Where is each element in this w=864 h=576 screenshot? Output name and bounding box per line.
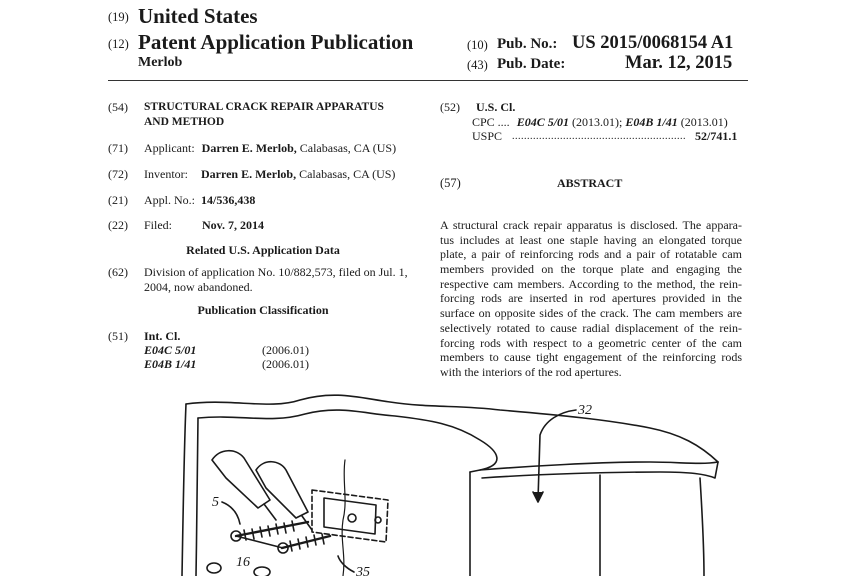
- division-line-1: Division of application No. 10/882,573, filed on Jul. 1,: [144, 265, 408, 279]
- abstract-line: tus includes at least one staple having an elongated torque: [440, 232, 742, 247]
- filed-code: (22): [108, 218, 128, 232]
- int-cl-class-2: E04B 1/41: [144, 357, 197, 371]
- inventor-label: Inventor:: [144, 167, 188, 181]
- division-code: (62): [108, 265, 128, 279]
- code-12: (12): [108, 37, 129, 51]
- title-field: [108, 100, 428, 132]
- wall-top-edge: [186, 395, 718, 462]
- cpc-year-1: (2013.01);: [572, 115, 623, 129]
- us-cl-label: U.S. Cl.: [476, 100, 516, 114]
- cpc-line: [472, 115, 728, 130]
- inventor-name: Darren E. Merlob,: [201, 167, 297, 181]
- ref-5: 5: [212, 495, 219, 510]
- applicant-field: [108, 141, 428, 157]
- uspc-value: 52/741.1: [695, 129, 738, 143]
- abstract-line: respective cam members. According to the method, the rein-: [440, 276, 742, 291]
- inventor-line: [144, 167, 395, 182]
- rod-aperture-2: [254, 567, 270, 576]
- document-type: Patent Application Publication: [138, 30, 414, 54]
- appl-code: (21): [108, 193, 128, 207]
- applicant-name: Darren E. Merlob,: [201, 141, 297, 155]
- cpc-prefix: CPC ....: [472, 115, 510, 129]
- patent-drawing: [0, 380, 864, 576]
- division-text: [144, 265, 408, 295]
- title-code: (54): [108, 100, 128, 114]
- wall-front-edge: [480, 462, 718, 470]
- pub-date: Mar. 12, 2015: [625, 53, 733, 73]
- appl-number: 14/536,438: [201, 193, 256, 207]
- filed-label: Filed:: [144, 218, 173, 232]
- int-cl-field: [108, 329, 428, 375]
- inventor-place: Calabasas, CA (US): [299, 167, 396, 181]
- inventor-surname: Merlob: [138, 55, 183, 70]
- appl-line: [144, 193, 255, 208]
- appl-label: Appl. No.:: [144, 193, 195, 207]
- filed-date: Nov. 7, 2014: [202, 218, 265, 232]
- ref-16: 16: [236, 555, 250, 570]
- title-line-2: AND METHOD: [144, 116, 225, 128]
- wall-left-edge: [182, 404, 186, 576]
- division-line-2: 2004, now abandoned.: [144, 280, 253, 294]
- pub-no-label: Pub. No.:: [497, 36, 558, 52]
- uspc-label: USPC: [472, 129, 503, 143]
- applicant-label: Applicant:: [144, 141, 195, 155]
- pubclass-heading: Publication Classification: [197, 303, 329, 317]
- pub-date-label: Pub. Date:: [497, 56, 566, 72]
- abstract-line: members provided on the torque plate and engaging the: [440, 262, 742, 277]
- related-heading: Related U.S. Application Data: [186, 243, 340, 257]
- inventor-field: [108, 167, 428, 183]
- applicant-code: (71): [108, 141, 128, 155]
- applicant-place: Calabasas, CA (US): [299, 141, 397, 155]
- abstract-line: with the interiors of the rod apertures.: [440, 364, 622, 379]
- drill-bit-1: [212, 451, 276, 520]
- cpc-class-1: E04C 5/01: [516, 115, 570, 129]
- pub-no: US 2015/0068154 A1: [572, 33, 734, 53]
- int-cl-year-2: (2006.01): [262, 357, 309, 371]
- title: [144, 100, 384, 130]
- uspc-leader: ..........................................................: [512, 131, 686, 142]
- filed-field: [108, 218, 428, 234]
- us-cl-field: [440, 100, 750, 146]
- wall-far-right: [700, 478, 704, 576]
- title-line-1: STRUCTURAL CRACK REPAIR APPARATUS: [144, 101, 384, 113]
- wall-top-inner: [198, 410, 497, 472]
- code-10: (10): [467, 38, 488, 52]
- header-divider: [108, 80, 748, 81]
- abstract-line: plate, a pair of reinforcing rods and a pair of rotatable cam: [440, 247, 742, 262]
- division-field: [108, 265, 428, 297]
- abstract-heading: ABSTRACT: [557, 176, 623, 190]
- abstract-line: selectively rotated to cause radial displacement of the rein-: [440, 320, 742, 335]
- abstract-line: A structural crack repair apparatus is disclosed. The appara-: [440, 218, 742, 232]
- int-cl-code: (51): [108, 329, 128, 343]
- arrow-5: [222, 502, 240, 524]
- arrow-32-head: [533, 492, 543, 502]
- abstract-code: (57): [440, 176, 461, 190]
- inventor-code: (72): [108, 167, 128, 181]
- abstract-line: members to cause tight engagement of the reinforcing rods: [440, 350, 742, 365]
- cpc-year-2: (2013.01): [680, 115, 728, 129]
- drill-bit-2: [256, 462, 312, 530]
- abstract-text: [440, 218, 742, 380]
- country: United States: [138, 4, 258, 28]
- ref-32: 32: [578, 403, 592, 418]
- int-cl-class-1: E04C 5/01: [144, 343, 197, 357]
- int-cl-year-1: (2006.01): [262, 343, 309, 357]
- rod-aperture-1: [207, 563, 221, 573]
- code-19: (19): [108, 10, 129, 24]
- arrow-35: [338, 556, 354, 572]
- appl-no-field: [108, 193, 428, 209]
- code-43: (43): [467, 58, 488, 72]
- abstract-line: forcing rods with respect to a geometric center of the cam: [440, 335, 742, 350]
- abstract-line: surface on opposite sides of the crack. The cam members are: [440, 306, 742, 321]
- cpc-class-2: E04B 1/41: [625, 115, 678, 129]
- abstract-line: forcing rods are inserted in rod apertures provided in the: [440, 291, 742, 306]
- ref-35: 35: [356, 565, 370, 576]
- wall-inner-left: [196, 418, 198, 576]
- applicant-line: [144, 141, 396, 156]
- us-cl-code: (52): [440, 100, 460, 114]
- arrow-32: [538, 410, 576, 500]
- int-cl-label: Int. Cl.: [144, 329, 181, 343]
- crack-line: [342, 460, 345, 576]
- reinforcing-rod-2: [278, 534, 330, 553]
